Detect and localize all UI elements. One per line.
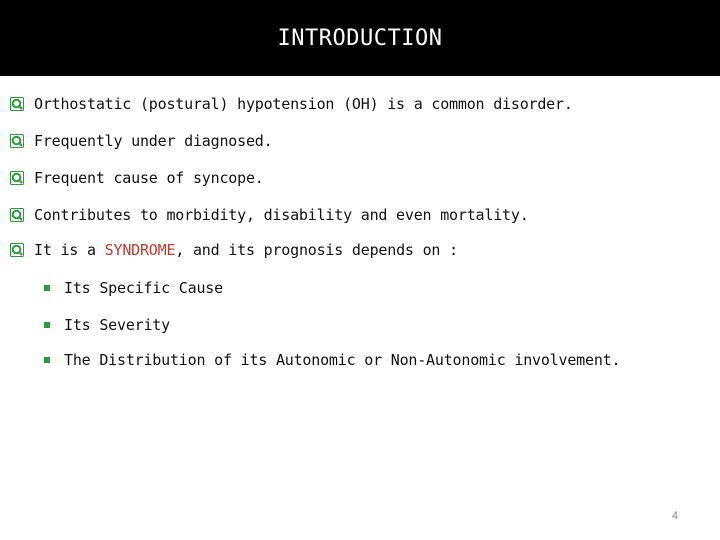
bullet-item-4 <box>10 204 529 226</box>
bullet-item-2 <box>10 130 272 152</box>
bullet-text: Frequent cause of syncope. <box>34 169 264 187</box>
sub-bullet-item-1 <box>44 277 223 299</box>
bullet-text: Frequently under diagnosed. <box>34 132 273 150</box>
square-bullet-icon <box>44 357 50 363</box>
sub-bullet-text: The Distribution of its Autonomic or Non-Autonomic involvement. <box>64 351 621 369</box>
title-bar <box>0 0 720 76</box>
page-number: 4 <box>671 510 678 522</box>
bullet-item-3 <box>10 167 264 189</box>
bullet-text: Orthostatic (postural) hypotension (OH) is a common disorder. <box>34 95 573 113</box>
q-bullet-icon <box>10 134 24 148</box>
bullet-text-post: , and its prognosis depends on : <box>175 241 458 259</box>
q-bullet-icon <box>10 208 24 222</box>
syndrome-highlight: SYNDROME <box>104 241 176 259</box>
bullet-text <box>34 239 458 261</box>
bullet-item-1 <box>10 93 573 115</box>
bullet-item-5 <box>10 239 458 261</box>
q-bullet-icon <box>10 97 24 111</box>
q-bullet-icon <box>10 243 24 257</box>
slide-title: INTRODUCTION <box>277 26 443 51</box>
q-bullet-icon <box>10 171 24 185</box>
bullet-text: Contributes to morbidity, disability and even mortality. <box>34 206 529 224</box>
sub-bullet-item-3 <box>44 349 620 371</box>
square-bullet-icon <box>44 285 50 291</box>
square-bullet-icon <box>44 322 50 328</box>
sub-bullet-item-2 <box>44 314 170 336</box>
sub-bullet-text: Its Specific Cause <box>64 279 223 297</box>
bullet-text-pre: It is a <box>34 241 105 259</box>
sub-bullet-text: Its Severity <box>64 316 170 334</box>
